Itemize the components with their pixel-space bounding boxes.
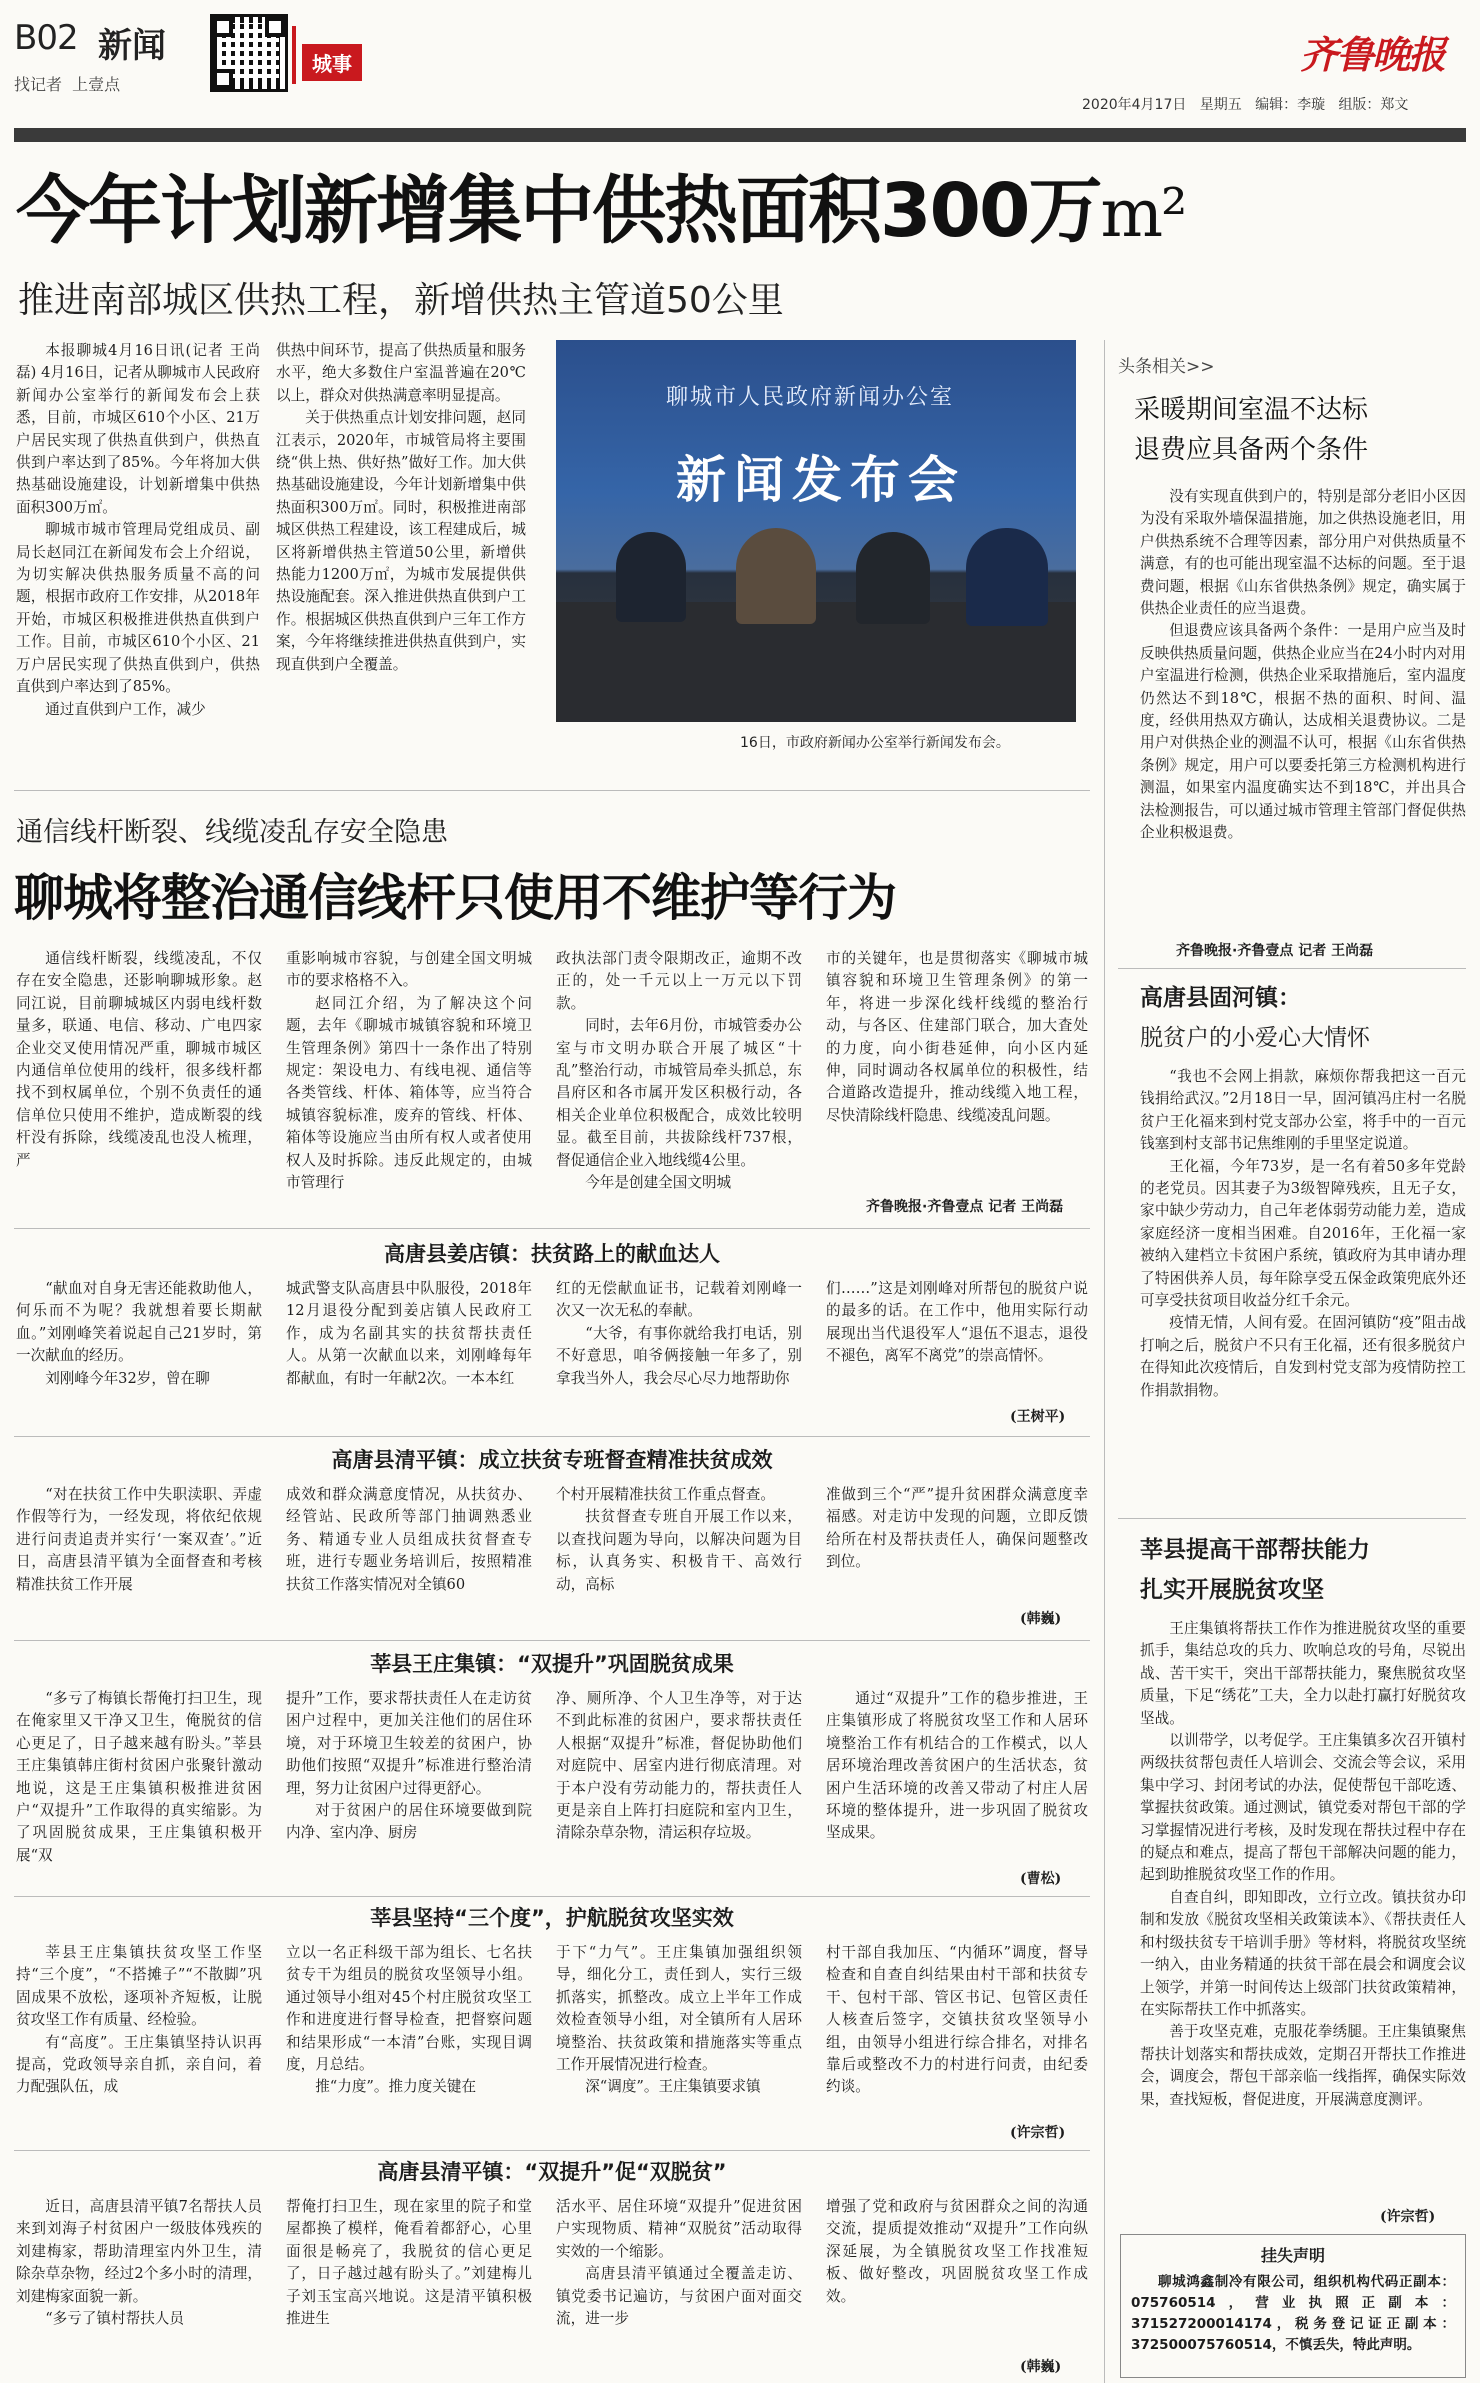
sidebar-title-line: 采暖期间室温不达标 bbox=[1134, 395, 1369, 425]
sidebar-title bbox=[1134, 390, 1368, 470]
section-tag: 城事 bbox=[302, 44, 362, 81]
divider bbox=[14, 1640, 1090, 1641]
story-para: 们……”这是刘刚峰对所帮包的脱贫户说的最多的话。在工作中，他用实际行动展现出当代退役军人“退伍不退志，退役不褪色，离军不离党”的崇高情怀。 bbox=[826, 1280, 1088, 1365]
story-title: 莘县王庄集镇：“双提升”巩固脱贫成果 bbox=[370, 1652, 734, 1676]
sidebar3-title bbox=[1140, 1530, 1370, 1610]
section-name: 新闻 bbox=[98, 26, 166, 66]
story-col bbox=[286, 1278, 532, 1428]
story-byline: (许宗哲) bbox=[1010, 2125, 1066, 2141]
story-title: 莘县坚持“三个度”，护航脱贫攻坚实效 bbox=[370, 1906, 734, 1930]
story-col bbox=[826, 1688, 1088, 1868]
sidebar2-title bbox=[1140, 978, 1370, 1058]
story-para: 刘刚峰今年32岁，曾在聊 bbox=[45, 1369, 210, 1387]
story-para: 于下“力气”。王庄集镇加强组织领导，细化分工，责任到人，实行三级抓落实，抓整改。成立上半年工作成效检查领导小组，对全镇所有人居环境整治、扶贫政策和措施落实等重点工作开展情况进行检查。 bbox=[556, 1944, 802, 2074]
date: 2020年4月17日 bbox=[1082, 97, 1187, 113]
notice-title: 挂失声明 bbox=[1260, 2246, 1325, 2265]
telecom-col-3 bbox=[556, 948, 802, 1220]
qr-code bbox=[210, 14, 288, 92]
sidebar3-para: 王庄集镇将帮扶工作作为推进脱贫攻坚的重要抓手，集结总攻的兵力、吹响总攻的号角，尽锐出战、苦干实干，突出干部帮扶能力，聚焦脱贫攻坚质量，下足“绣花”工夫，全力以赴打赢打好脱贫攻坚战。 bbox=[1140, 1620, 1466, 1727]
lead-para: 聊城市城市管理局党组成员、副局长赵同江在新闻发布会上介绍说，为切实解决供热服务质量不高的问题，根据市政府工作安排，从2018年开始，市城区积极推进供热直供到户工作。目前，市城区610个小区、21万户居民实现了供热直供到户，供热直供到户率达到了85%。 bbox=[16, 521, 260, 696]
sidebar3-title-line: 扎实开展脱贫攻坚 bbox=[1140, 1577, 1324, 1603]
story-para: 高唐县清平镇通过全覆盖走访、镇党委书记遍访，与贫困户面对面交流，进一步 bbox=[556, 2265, 802, 2328]
person bbox=[616, 532, 686, 622]
story-col bbox=[826, 1278, 1088, 1410]
lead-para: 本报聊城4月16日讯(记者 王尚磊) 4月16日，记者从聊城市人民政府新闻办公室举行的新闻发布会上获悉，目前，市城区610个小区、21万户居民实现了供热直供到户，供热直供到户率达到了85%。今年将加大供热基础设施建设，计划新增集中供热面积300万㎡。 bbox=[16, 342, 260, 516]
lead-headline-unit: m² bbox=[1100, 175, 1186, 252]
story-para: 个村开展精准扶贫工作重点督查。 bbox=[556, 1486, 775, 1503]
story-col bbox=[16, 2196, 262, 2376]
telecom-kicker: 通信线杆断裂、线缆凌乱存安全隐患 bbox=[16, 817, 448, 848]
divider bbox=[1118, 968, 1466, 969]
lead-para: 关于供热重点计划安排问题，赵同江表示，2020年，市城管局将主要围绕“供上热、供好热”做好工作。加大供热基础设施建设，今年计划新增集中供热面积300万㎡。同时，积极推进南部城区供热工程建设，该工程建成后，城区将新增供热主管道50公里，新增供热能力1200万㎡，为城市发展提供供热设施配套。深入推进供热直供到户工作。根据城区供热直供到户三年工作方案，今年将继续推进供热直供到户，实现直供到户全覆盖。 bbox=[276, 409, 526, 673]
sidebar-kicker: 头条相关>> bbox=[1118, 357, 1215, 377]
story-col bbox=[556, 1278, 802, 1428]
story-col bbox=[16, 1688, 262, 1888]
telecom-para: 市的关键年，也是贯彻落实《聊城市城镇容貌和环境卫生管理条例》的第一年，将进一步深化线杆线缆的整治行动，与各区、住建部门联合，加大査处的力度，向小街巷延伸，向小区内延伸，同时调动各权属单位的积极性，结合道路改造提升，推动线缆入地工程，尽快清除线杆隐患、线缆凌乱问题。 bbox=[826, 950, 1088, 1124]
divider bbox=[14, 1896, 1090, 1897]
story-para: 推“力度”。推力度关键在 bbox=[315, 2078, 477, 2096]
story-col bbox=[556, 1688, 802, 1888]
sidebar2-title-line: 高唐县固河镇： bbox=[1140, 985, 1301, 1011]
lead-para: 通过直供到户工作，减少 bbox=[45, 700, 206, 718]
sidebar2-para: “我也不会网上捐款，麻烦你帮我把这一百元钱捐给武汉。”2月18日一早，固河镇冯庄村一名脱贫户王化福来到村党支部办公室，将手中的一百元钱塞到村支部书记焦维刚的手里坚定说道。 bbox=[1140, 1068, 1466, 1153]
sidebar3-title-line: 莘县提高干部帮扶能力 bbox=[1140, 1537, 1370, 1563]
lead-headline-text: 今年计划新增集中供热面积300万 bbox=[16, 168, 1101, 254]
story-para: 准做到三个“严”提升贫困群众满意度幸福感。对走访中发现的问题，立即反馈给所在村及帮扶责任人，确保问题整改到位。 bbox=[826, 1486, 1088, 1571]
sidebar2-title-line: 脱贫户的小爱心大情怀 bbox=[1140, 1025, 1370, 1051]
story-para: 深“调度”。王庄集镇要求镇 bbox=[585, 2078, 761, 2096]
story-title: 高唐县姜店镇：扶贫路上的献血达人 bbox=[384, 1242, 720, 1266]
story-title: 高唐县清平镇：成立扶贫专班督查精准扶贫成效 bbox=[331, 1448, 773, 1472]
lead-para: 供热中间环节，提高了供热质量和服务水平，绝大多数住户室温普遍在20℃以上，群众对供热满意率明显提高。 bbox=[276, 342, 526, 404]
telecom-para: 今年是创建全国文明城 bbox=[585, 1174, 732, 1192]
story-byline: (王树平) bbox=[1010, 1409, 1066, 1425]
editor: 编辑：李璇 bbox=[1255, 97, 1326, 113]
section-tag-border bbox=[292, 26, 296, 84]
photo-board: 新闻发布会 bbox=[676, 451, 966, 509]
sidebar3-para: 自查自纠，即知即改，立行立改。镇扶贫办印制和发放《脱贫攻坚相关政策读本》、《帮扶责任人和村级扶贫专干培训手册》等材料，将脱贫攻坚统一纳入，由业务精通的扶贫干部在晨会和调度会议上领学，并第一时间传达上级部门扶贫政策精神，在实际帮扶工作中抓落实。 bbox=[1140, 1888, 1466, 2018]
story-para: “多亏了镇村帮扶人员 bbox=[45, 2310, 184, 2328]
story-para: 活水平、居住环境“双提升”促进贫困户实现物质、精神“双脱贫”活动取得实效的一个缩影。 bbox=[556, 2198, 802, 2260]
sidebar-para: 没有实现直供到户的，特别是部分老旧小区因为没有采取外墙保温措施，加之供热设施老旧，用户供热系统不合理等因素，部分用户对供热质量不满意，有的也可能出现室温不达标的问题。至于退费问题，根据《山东省供热条例》规定，确实属于供热企业责任的应当退费。 bbox=[1140, 488, 1466, 618]
slogan: 找记者 上壹点 bbox=[14, 75, 121, 94]
sidebar3-para: 以训带学，以考促学。王庄集镇多次召开镇村两级扶贫帮包责任人培训会、交流会等会议，采用集中学习、封闭考试的办法，促使帮包干部吃透、掌握扶贫政策。通过测试，镇党委对帮包干部的学习掌握情况进行考核，及时发现在帮扶过程中存在的疑点和难点，提高了帮包干部解决问题的能力，起到助推脱贫攻坚工作的作用。 bbox=[1140, 1732, 1466, 1884]
story-para: 城武警支队高唐县中队服役，2018年12月退役分配到姜店镇人民政府工作，成为名副其实的扶贫帮扶责任人。从第一次献血以来，刘刚峰每年都献血，有时一年献2次。一本本红 bbox=[286, 1280, 532, 1387]
story-col bbox=[286, 2196, 532, 2376]
story-para: 对于贫困户的居住环境要做到院内净、室内净、厨房 bbox=[286, 1802, 532, 1842]
story-para: “对在扶贫工作中失职渎职、弄虚作假等行为，一经发现，将依纪依规进行问责追责并实行‘一案双查’。”近日，高唐县清平镇为全面督查和考核精准扶贫工作开展 bbox=[16, 1486, 262, 1593]
story-col bbox=[556, 1942, 802, 2142]
story-para: “多亏了梅镇长帮俺打扫卫生，现在俺家里又干净又卫生，俺脱贫的信心更足了，日子越来越有盼头。”莘县王庄集镇韩庄街村贫困户张聚针激动地说，这是王庄集镇积极推进贫困户“双提升”工作取得的真实缩影。为了巩固脱贫成果，王庄集镇积极开展“双 bbox=[16, 1690, 262, 1864]
story-title: 高唐县清平镇：“双提升”促“双脱贫” bbox=[377, 2160, 727, 2184]
sidebar3-byline: (许宗哲) bbox=[1380, 2209, 1436, 2225]
story-col bbox=[826, 2196, 1088, 2356]
telecom-para: 通信线杆断裂，线缆凌乱，不仅存在安全隐患，还影响聊城形象。赵同江说，目前聊城城区内弱电线杆数量多，联通、电信、移动、广电四家企业交叉使用情况严重，聊城市城区内通信单位使用的线杆，很多线杆都找不到权属单位，个别不负责任的通信单位只使用不维护，造成断裂的线杆没有拆除，线缆凌乱也没人梳理，严 bbox=[16, 950, 262, 1169]
sidebar3-body bbox=[1140, 1618, 1466, 2206]
telecom-para: 重影响城市容貌，与创建全国文明城市的要求格格不入。 bbox=[286, 950, 532, 990]
column-divider bbox=[1104, 340, 1105, 2383]
story-col bbox=[826, 1942, 1088, 2122]
story-col bbox=[286, 1688, 532, 1888]
brand-logo: 齐鲁晚报 bbox=[1300, 32, 1445, 77]
divider bbox=[1118, 1518, 1466, 1519]
sidebar-title-line: 退费应具备两个条件 bbox=[1134, 435, 1369, 465]
telecom-headline: 聊城将整治通信线杆只使用不维护等行为 bbox=[14, 869, 896, 927]
story-para: 村干部自我加压、“内循环”调度，督导检查和自查自纠结果由村干部和扶贫专干、包村干部、管区书记、包管区责任人核查后签字，交镇扶贫攻坚领导小组，由领导小组进行综合排名，对排名靠后或整改不力的村进行问责，由纪委约谈。 bbox=[826, 1944, 1088, 2096]
sidebar3-para: 善于攻坚克难，克服花拳绣腿。王庄集镇聚焦帮扶计划落实和帮扶成效，定期召开帮扶工作推进会，调度会，帮包干部亲临一线指挥，确保实际效果，查找短板，督促进度，开展满意度测评。 bbox=[1140, 2023, 1466, 2108]
story-para: 帮俺打扫卫生，现在家里的院子和堂屋都换了模样，俺看着都舒心，心里面很是畅亮了，我脱贫的信心更足了，日子越过越有盼头了。”刘建梅儿子刘玉宝高兴地说。这是清平镇积极推进生 bbox=[286, 2198, 532, 2328]
telecom-col-4 bbox=[826, 948, 1088, 1198]
person bbox=[856, 532, 930, 624]
story-col bbox=[826, 1484, 1088, 1596]
notice-text: 聊城鸿鑫制冷有限公司，组织机构代码正副本：075760514，营业执照正副本：371527200014174，税务登记证正副本：372500075760514，不慎丢失，特此声明。 bbox=[1131, 2274, 1455, 2353]
lead-col-2 bbox=[276, 340, 526, 780]
person bbox=[736, 528, 816, 624]
story-para: 扶贫督查专班自开展工作以来，以查找问题为导向，以解决问题为目标，认真务实、积极肯干、高效行动，高标 bbox=[556, 1508, 802, 1593]
sidebar-para: 但退费应该具备两个条件：一是用户应当及时反映供热质量问题，供热企业应当在24小时内对用户室温进行检测，供热企业采取措施后，室内温度仍然达不到18℃，根据不热的面积、时间、温度，经供用热双方确认，达成相关退费协议。二是用户对供热企业的测温不认可，根据《山东省供热条例》规定，用户可以要委托第三方检测机构进行测温，如果室内温度确实达不到18℃，并出具合法检测报告，可以通过城市管理主管部门督促供热企业积极退费。 bbox=[1140, 622, 1466, 842]
sidebar-byline: 齐鲁晚报·齐鲁壹点 记者 王尚磊 bbox=[1176, 943, 1374, 959]
telecom-para: 赵同江介绍，为了解决这个问题，去年《聊城市城镇容貌和环境卫生管理条例》第四十一条作出了特别规定：架设电力、有线电视、通信等各类管线、杆体、箱体等，应当符合城镇容貌标准，废弃的管线、杆体、箱体等设施应当由所有权人或者使用权人及时拆除。违反此规定的，由城市管理行 bbox=[286, 994, 532, 1192]
lead-headline bbox=[16, 152, 1186, 258]
telecom-byline: 齐鲁晚报·齐鲁壹点 记者 王尚磊 bbox=[866, 1199, 1064, 1215]
header-rule bbox=[14, 128, 1466, 142]
page-number: B02 bbox=[14, 18, 78, 58]
story-para: 近日，高唐县清平镇7名帮扶人员来到刘海子村贫困户一级肢体残疾的刘建梅家，帮助清理室内外卫生，清除杂草杂物，经过2个多小时的清理，刘建梅家面貌一新。 bbox=[16, 2198, 262, 2305]
photo-banner: 聊城市人民政府新闻办公室 bbox=[666, 385, 955, 410]
press-conference-photo bbox=[556, 340, 1076, 722]
dateline bbox=[1082, 94, 1408, 114]
photo-caption: 16日，市政府新闻办公室举行新闻发布会。 bbox=[740, 735, 1010, 751]
sidebar2-para: 疫情无情，人间有爱。在固河镇防“疫”阻击战打响之后，脱贫户不只有王化福，还有很多脱贫户在得知此次疫情后，自发到村党支部为疫情防控工作捐款捐物。 bbox=[1140, 1314, 1466, 1399]
story-para: “献血对自身无害还能救助他人，何乐而不为呢？我就想着要长期献血。”刘刚峰笑着说起自己21岁时，第一次献血的经历。 bbox=[16, 1280, 262, 1365]
telecom-col-2 bbox=[286, 948, 532, 1220]
telecom-para: 同时，去年6月份，市城管委办公室与市文明办联合开展了城区“十乱”整治行动，市城管局牵头抓总，东昌府区和各市属开发区积极行动，各相关企业单位积极配合，成效比较明显。截至目前，共拔除线杆737根，督促通信企业入地线缆4公里。 bbox=[556, 1017, 802, 1169]
divider bbox=[14, 1228, 1090, 1229]
story-col bbox=[556, 1484, 802, 1634]
designer: 组版：郑文 bbox=[1338, 97, 1409, 113]
story-para: 增强了党和政府与贫困群众之间的沟通交流，提质提效推动“双提升”工作向纵深延展，为全镇脱贫攻坚工作找准短板、做好整改，巩固脱贫攻坚工作成效。 bbox=[826, 2198, 1088, 2305]
story-col bbox=[286, 1484, 532, 1634]
story-col bbox=[16, 1484, 262, 1634]
story-para: 通过“双提升”工作的稳步推进，王庄集镇形成了将脱贫攻坚工作和人居环境整治工作有机结合的工作模式，以人居环境治理改善贫困户的生活状态，贫困户生活环境的改善又带动了村庄人居环境的整体提升，进一步巩固了脱贫攻坚成果。 bbox=[826, 1690, 1088, 1842]
divider bbox=[14, 2150, 1090, 2151]
telecom-col-1 bbox=[16, 948, 262, 1220]
divider bbox=[14, 790, 1090, 791]
sidebar-body bbox=[1140, 486, 1466, 926]
story-para: 提升”工作，要求帮扶责任人在走访贫困户过程中，更加关注他们的居住环境，对于环境卫生较差的贫困户，协助他们按照“双提升”标准进行整治清理，努力让贫困户过得更舒心。 bbox=[286, 1690, 532, 1797]
story-para: 成效和群众满意度情况，从扶贫办、经管站、民政所等部门抽调熟悉业务、精通专业人员组成扶贫督查专班，进行专题业务培训后，按照精准扶贫工作落实情况对全镇60 bbox=[286, 1486, 532, 1593]
story-col bbox=[286, 1942, 532, 2142]
story-para: 有“高度”。王庄集镇坚持认识再提高，党政领导亲自抓，亲自问，着力配强队伍，成 bbox=[16, 2033, 262, 2096]
divider bbox=[14, 1436, 1090, 1437]
lead-col-1 bbox=[16, 340, 260, 780]
weekday: 星期五 bbox=[1199, 97, 1242, 113]
story-col bbox=[556, 2196, 802, 2376]
story-col bbox=[16, 1278, 262, 1428]
story-para: 莘县王庄集镇扶贫攻坚工作坚持“三个度”，“不搭摊子”“不散脚”巩固成果不放松，逐项补齐短板，让脱贫攻坚工作有质量、经检验。 bbox=[16, 1944, 262, 2029]
sidebar2-body bbox=[1140, 1066, 1466, 1506]
story-para: 红的无偿献血证书，记载着刘刚峰一次又一次无私的奉献。 bbox=[556, 1280, 802, 1320]
story-para: 净、厕所净、个人卫生净等，对于达不到此标准的贫困户，要求帮扶责任人根据“双提升”标准，督促协助他们对庭院中、居室内进行彻底清理。对于本户没有劳动能力的，帮扶责任人更是亲自上阵打扫庭院和室内卫生，清除杂草杂物，清运积存垃圾。 bbox=[556, 1690, 802, 1842]
story-byline: (韩巍) bbox=[1020, 2359, 1062, 2375]
story-byline: (曹松) bbox=[1020, 1871, 1062, 1887]
story-para: 立以一名正科级干部为组长、七名扶贫专干为组员的脱贫攻坚领导小组。通过领导小组对45个村庄脱贫攻坚工作和进度进行督导检查，把督察问题和结果形成“一本清”台账，实现目调度，月总结。 bbox=[286, 1944, 532, 2074]
story-para: “大爷，有事你就给我打电话，别不好意思，咱爷俩接触一年多了，别拿我当外人，我会尽心尽力地帮助你 bbox=[556, 1324, 802, 1387]
notice-box bbox=[1120, 2234, 1466, 2378]
story-col bbox=[16, 1942, 262, 2142]
sidebar2-para: 王化福，今年73岁，是一名有着50多年党龄的老党员。因其妻子为3级智障残疾，且无子女，家中缺少劳动力，自己年老体弱劳动能力差，造成家庭经济一度相当困难。自2016年，王化福一家被纳入建档立卡贫困户系统，镇政府为其申请办理了特困供养人员，每年除享受五保金政策兜底外还可享受扶贫项目收益分红千余元。 bbox=[1140, 1157, 1466, 1310]
telecom-para: 政执法部门责令限期改正，逾期不改正的，处一千元以上一万元以下罚款。 bbox=[556, 950, 802, 1012]
story-byline: (韩巍) bbox=[1020, 1611, 1062, 1627]
person bbox=[966, 528, 1048, 626]
lead-subtitle: 推进南部城区供热工程，新增供热主管道50公里 bbox=[18, 280, 784, 321]
